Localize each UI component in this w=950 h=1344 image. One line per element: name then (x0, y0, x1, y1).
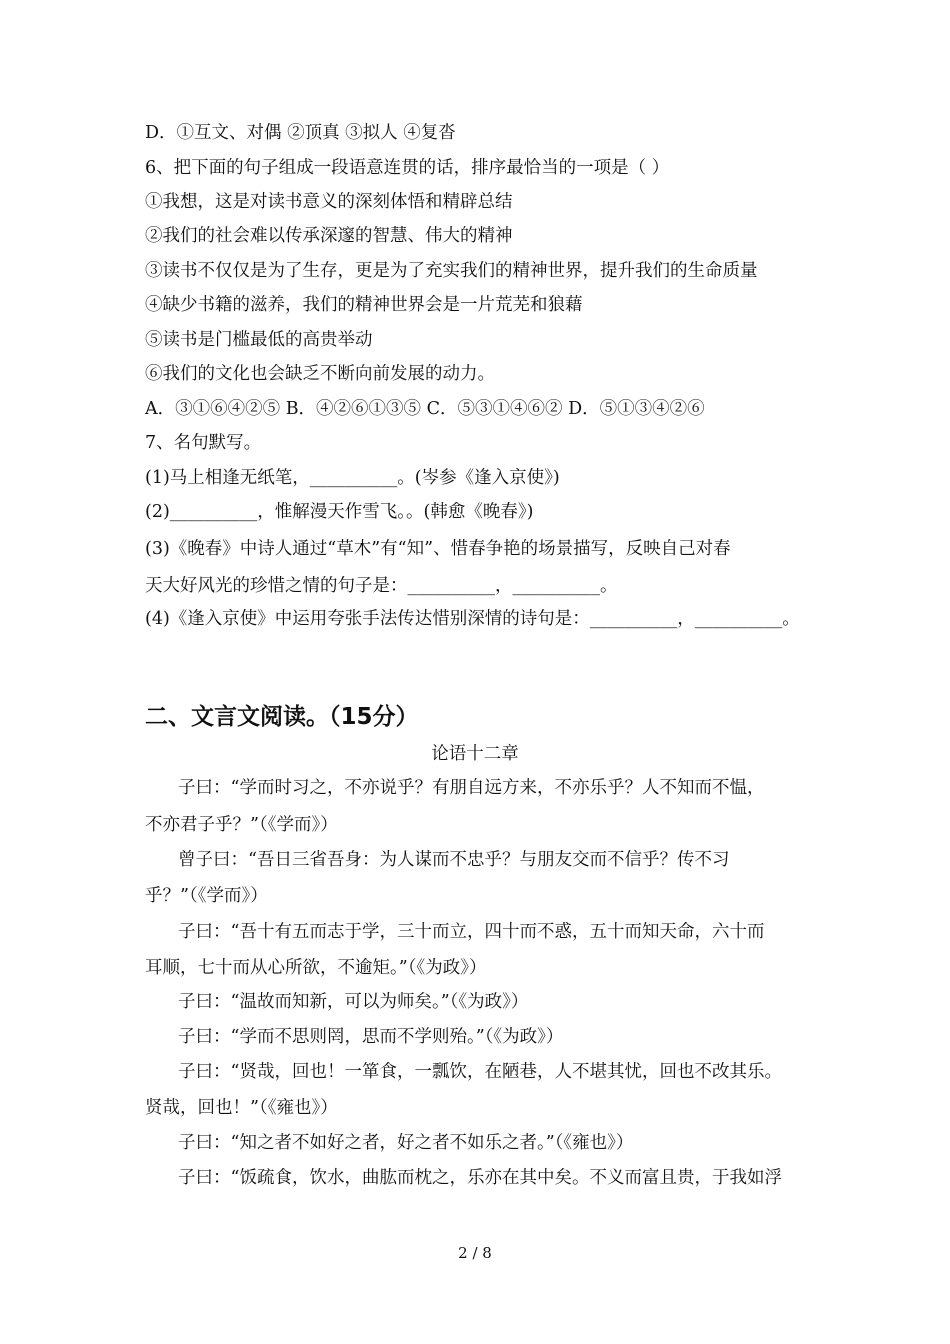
q5-option-d: D．①互文、对偶 ②顶真 ③拟人 ④复沓 (145, 123, 456, 143)
passage-line: 耳顺，七十而从心所欲，不逾矩。”（《为政》） (145, 958, 487, 978)
passage-line: 子曰：“贤哉，回也！一箪食，一瓢饮，在陋巷，人不堪其忧，回也不改其乐。 (178, 1062, 782, 1082)
passage-line: 子曰：“吾十有五而志于学，三十而立，四十而不惑，五十而知天命，六十而 (178, 922, 765, 942)
passage-line: 不亦君子乎？”（《学而》） (145, 815, 338, 835)
passage-line: 乎？”（《学而》） (145, 886, 268, 906)
q7-title: 7、名句默写。 (145, 433, 262, 453)
q6-sentence-5: ⑤读书是门槛最低的高贵举动 (145, 330, 373, 350)
passage-line: 曾子曰：“吾日三省吾身：为人谋而不忠乎？与朋友交而不信乎？传不习 (178, 850, 730, 870)
q6-sentence-1: ①我想，这是对读书意义的深刻体悟和精辟总结 (145, 192, 513, 212)
q7-item-1: (1)马上相逢无纸笔，__________。(岑参《逢入京使》) (145, 468, 560, 488)
q6-sentence-4: ④缺少书籍的滋养，我们的精神世界会是一片荒芜和狼藉 (145, 295, 583, 315)
q7-item-3-cont: 天大好风光的珍惜之情的句子是：__________，__________。 (145, 576, 618, 596)
passage-line: 子曰：“饭疏食，饮水，曲肱而枕之，乐亦在其中矣。不义而富且贵，于我如浮 (178, 1168, 782, 1188)
passage-line: 贤哉，回也！”（《雍也》） (145, 1098, 338, 1118)
passage-line: 子曰：“学而时习之，不亦说乎？有朋自远方来，不亦乐乎？人不知而不愠， (178, 778, 765, 798)
passage-line: 子曰：“温故而知新，可以为师矣。”（《为政》） (178, 992, 529, 1012)
q6-sentence-6: ⑥我们的文化也会缺乏不断向前发展的动力。 (145, 364, 495, 384)
q7-item-2: (2)__________，惟解漫天作雪飞。。(韩愈《晚春》) (145, 502, 534, 522)
q7-item-3: (3)《晚春》中诗人通过“草木”有“知”、惜春争艳的场景描写，反映自己对春 (145, 539, 731, 559)
q6-sentence-3: ③读书不仅仅是为了生存，更是为了充实我们的精神世界，提升我们的生命质量 (145, 261, 758, 281)
passage-line: 子曰：“知之者不如好之者，好之者不如乐之者。”（《雍也》） (178, 1133, 634, 1153)
page-number: 2 / 8 (458, 1244, 492, 1262)
q6-sentence-2: ②我们的社会难以传承深邃的智慧、伟大的精神 (145, 226, 513, 246)
q7-item-4: (4)《逢入京使》中运用夸张手法传达惜别深情的诗句是：__________，__________。 (145, 609, 800, 629)
text-title: 论语十二章 (431, 744, 519, 764)
q6-question: 6、把下面的句子组成一段语意连贯的话，排序最恰当的一项是（ ） (145, 158, 670, 178)
section-heading: 二、文言文阅读。（15分） (145, 704, 419, 730)
passage-line: 子曰：“学而不思则罔，思而不学则殆。”（《为政》） (178, 1027, 564, 1047)
q6-options: A．③①⑥④②⑤ B．④②⑥①③⑤ C．⑤③①④⑥② D．⑤①③④②⑥ (145, 399, 705, 419)
